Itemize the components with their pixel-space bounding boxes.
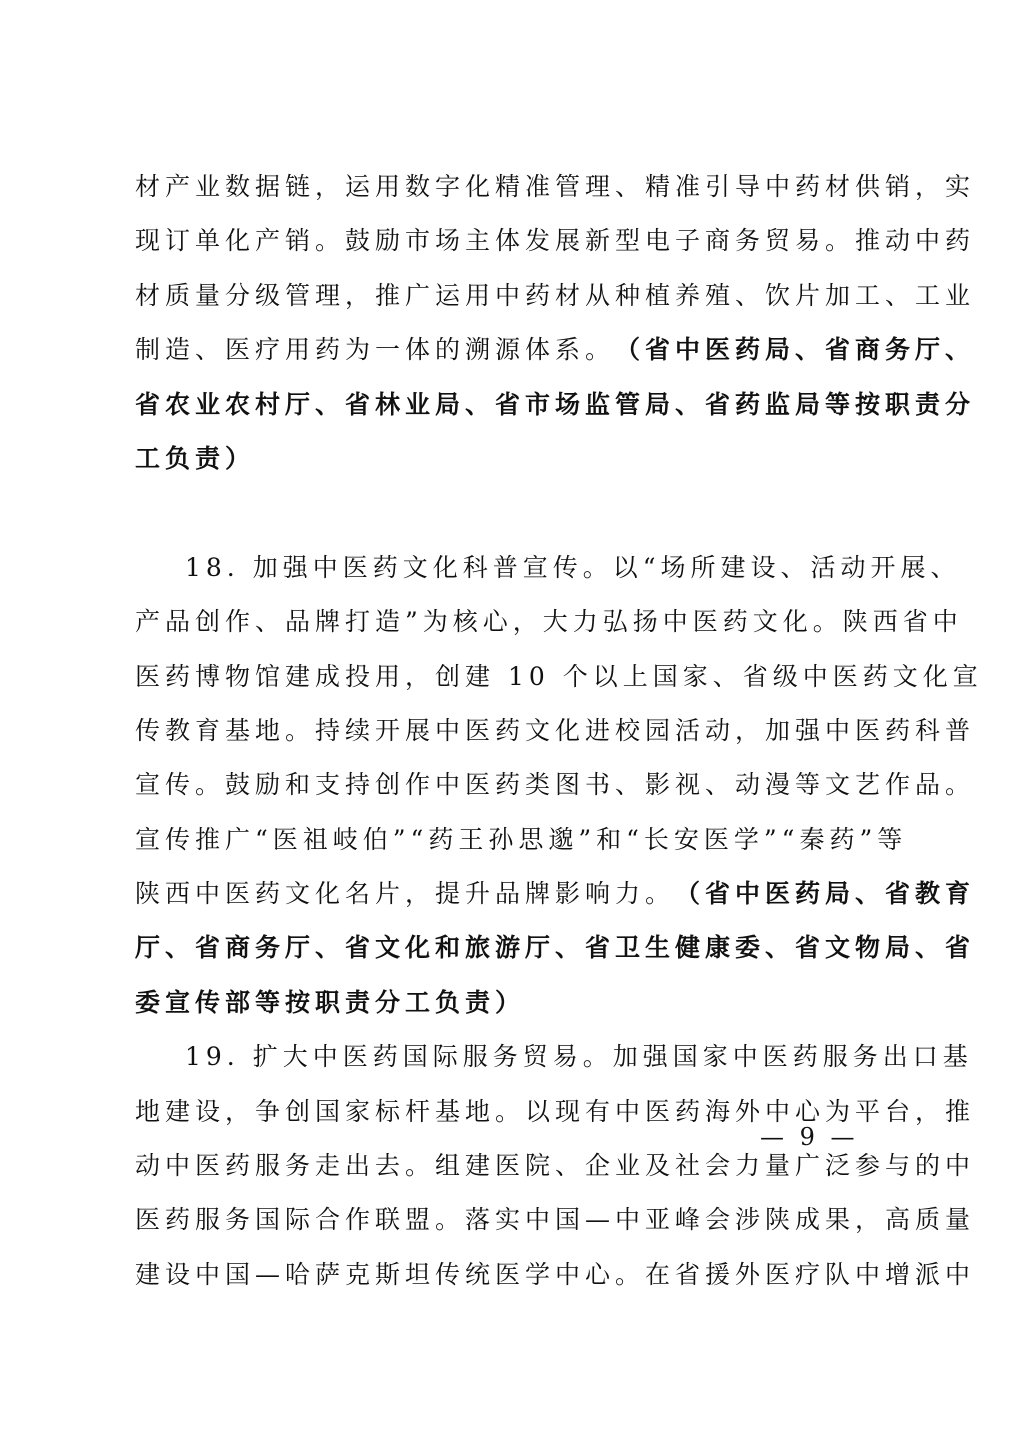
text-line: 材质量分级管理，推广运用中药材从种植养殖、饮片加工、工业 — [135, 280, 976, 310]
text-segment: 陕西中医药文化名片，提升品牌影响力。 — [135, 879, 676, 909]
text-line: 现订单化产销。鼓励市场主体发展新型电子商务贸易。推动中药 — [135, 226, 976, 256]
text-segment: 制造、医疗用药为一体的溯源体系。 — [135, 335, 616, 365]
section-heading — [135, 486, 891, 540]
responsibility-note-line: 工负责） — [135, 443, 256, 473]
responsibility-note-line: 省农业农村厅、省林业局、省市场监管局、省药监局等按职责分 — [135, 389, 976, 419]
text-line: 医药服务国际合作联盟。落实中国—中亚峰会涉陕成果，高质量 — [135, 1205, 976, 1235]
text-line: 19. 扩大中医药国际服务贸易。加强国家中医药服务出口基 — [185, 1042, 973, 1072]
text-line: 宣传推广“医祖岐伯”“药王孙思邈”和“长安医学”“秦药”等 — [135, 824, 908, 854]
responsibility-note-line: 委宣传部等按职责分工负责） — [135, 987, 526, 1017]
text-line — [135, 323, 976, 377]
responsibility-note: （省中医药局、省商务厅、 — [615, 335, 976, 365]
text-line: 动中医药服务走出去。组建医院、企业及社会力量广泛参与的中 — [135, 1151, 976, 1181]
responsibility-note: （省中医药局、省教育 — [675, 879, 976, 909]
text-line: 地建设，争创国家标杆基地。以现有中医药海外中心为平台，推 — [135, 1096, 976, 1126]
responsibility-note-line: 厅、省商务厅、省文化和旅游厅、省卫生健康委、省文物局、省 — [135, 933, 976, 963]
text-line: 产品创作、品牌打造”为核心，大力弘扬中医药文化。陕西省中 — [135, 607, 963, 637]
page-number: — 9 — — [760, 1123, 859, 1151]
text-line: 医药博物馆建成投用，创建 10 个以上国家、省级中医药文化宣 — [135, 661, 983, 691]
text-line: 传教育基地。持续开展中医药文化进校园活动，加强中医药科普 — [135, 715, 976, 745]
text-line: 材产业数据链，运用数字化精准管理、精准引导中药材供销，实 — [135, 172, 976, 201]
text-line: 宣传。鼓励和支持创作中医药类图书、影视、动漫等文艺作品。 — [135, 770, 976, 800]
text-line — [135, 867, 976, 921]
text-line: 建设中国—哈萨克斯坦传统医学中心。在省援外医疗队中增派中 — [135, 1259, 976, 1289]
text-line: 18. 加强中医药文化科普宣传。以“场所建设、活动开展、 — [185, 552, 961, 582]
